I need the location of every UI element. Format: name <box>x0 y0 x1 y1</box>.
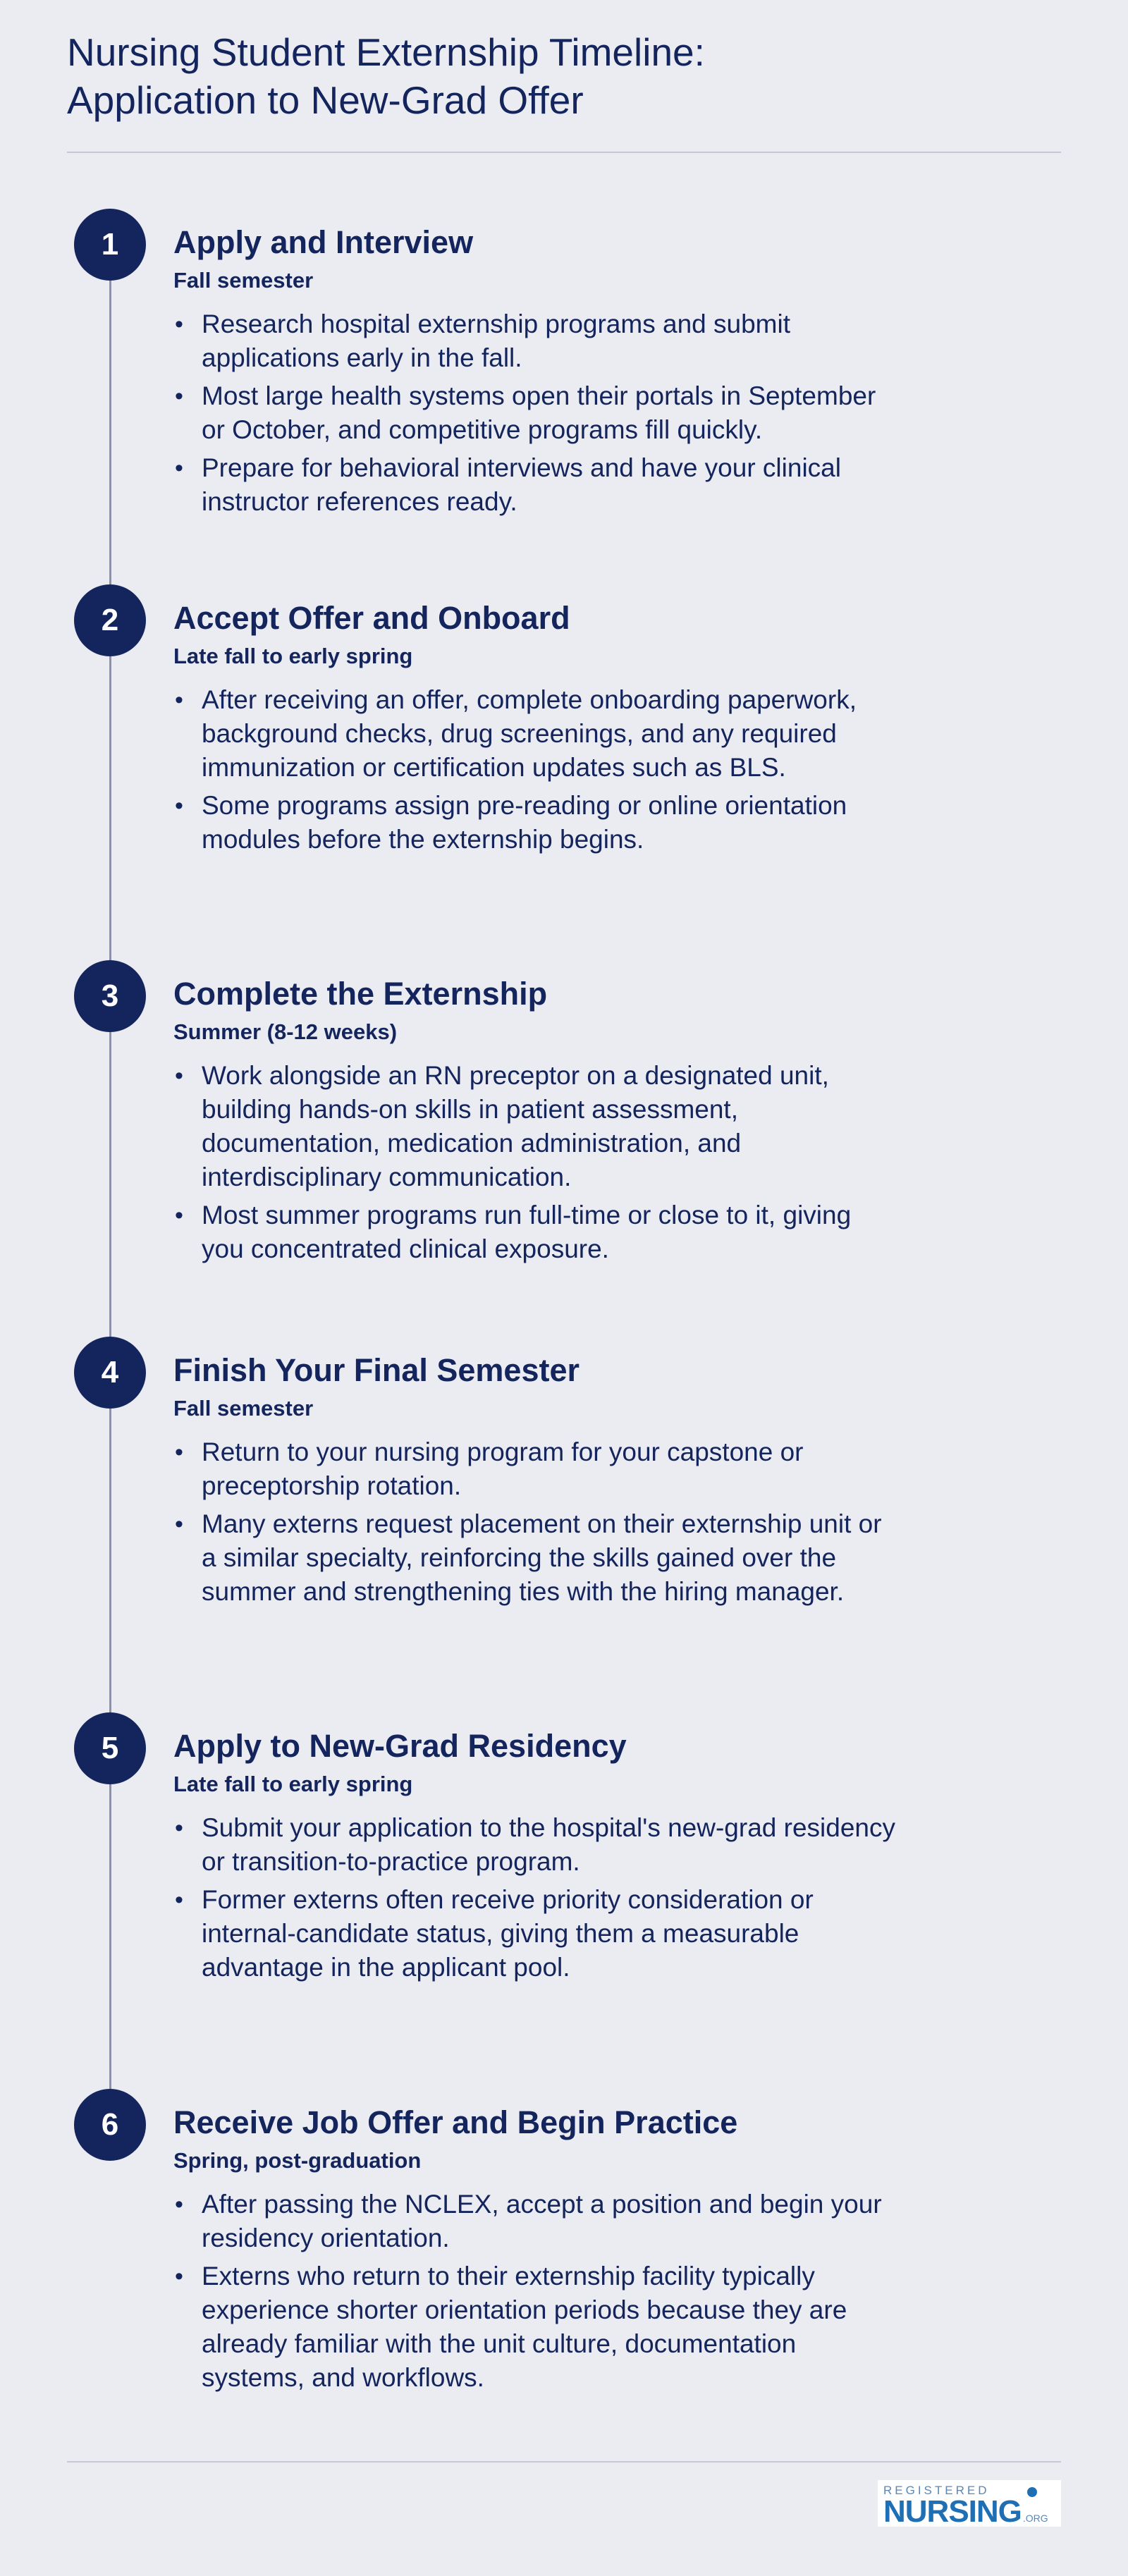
registered-nursing-logo[interactable] <box>878 2480 1061 2527</box>
step-title: Receive Job Offer and Begin Practice <box>173 2104 738 2140</box>
step-number-badge: 4 <box>74 1337 146 1409</box>
step-timing: Fall semester <box>173 268 314 293</box>
logo-suffix: .ORG <box>1022 2513 1048 2524</box>
step-title: Accept Offer and Onboard <box>173 600 570 636</box>
step-title: Complete the Externship <box>173 976 548 1012</box>
list-item: • After receiving an offer, complete onboarding paperwork, background checks, drug screenings, and any required immunization or certification updates such as BLS. <box>173 683 900 785</box>
step-bullet-list <box>173 1435 900 1613</box>
step-number-badge: 5 <box>74 1712 146 1784</box>
list-item: • Externs who return to their externship facility typically experience shorter orientation periods because they are already familiar with the unit culture, documentation systems, and workflows. <box>173 2259 900 2395</box>
logo-main-text: NURSING <box>883 2494 1022 2529</box>
step-timing: Spring, post-graduation <box>173 2148 422 2173</box>
list-item: • Most summer programs run full-time or close to it, giving you concentrated clinical exposure. <box>173 1198 900 1266</box>
bottom-divider <box>67 2461 1061 2462</box>
step-number-badge: 6 <box>74 2089 146 2161</box>
list-item: • Some programs assign pre-reading or online orientation modules before the externship begins. <box>173 789 900 857</box>
nurse-cap-icon <box>1027 2487 1037 2497</box>
step-title: Apply and Interview <box>173 224 474 260</box>
list-item: • Most large health systems open their portals in September or October, and competitive programs fill quickly. <box>173 379 900 447</box>
page-title-line-2: Application to New-Grad Offer <box>67 78 584 122</box>
step-bullet-list <box>173 2188 900 2399</box>
list-item: • Return to your nursing program for your capstone or preceptorship rotation. <box>173 1435 900 1503</box>
step-bullet-list <box>173 1811 900 1989</box>
list-item: • Submit your application to the hospital's new-grad residency or transition-to-practice program. <box>173 1811 900 1879</box>
step-bullet-list <box>173 307 900 523</box>
step-timing: Summer (8-12 weeks) <box>173 1019 398 1044</box>
logo-small-text: REGISTERED <box>883 2484 990 2497</box>
step-number-badge: 3 <box>74 960 146 1032</box>
step-timing: Late fall to early spring <box>173 1772 413 1796</box>
list-item: • Many externs request placement on their externship unit or a similar specialty, reinforcing the skills gained over the summer and strengthening ties with the hiring manager. <box>173 1507 900 1609</box>
step-title: Finish Your Final Semester <box>173 1352 580 1388</box>
step-number-badge: 1 <box>74 209 146 281</box>
step-title: Apply to New-Grad Residency <box>173 1728 627 1764</box>
list-item: • Former externs often receive priority consideration or internal-candidate status, giving them a measurable advantage in the applicant pool. <box>173 1883 900 1985</box>
list-item: • Prepare for behavioral interviews and have your clinical instructor references ready. <box>173 451 900 519</box>
top-divider <box>67 152 1061 153</box>
step-number-badge: 2 <box>74 584 146 656</box>
step-timing: Late fall to early spring <box>173 644 413 668</box>
page-title-line-1: Nursing Student Externship Timeline: <box>67 30 705 74</box>
step-bullet-list <box>173 1059 900 1270</box>
step-timing: Fall semester <box>173 1396 314 1421</box>
list-item: • Work alongside an RN preceptor on a designated unit, building hands-on skills in patient assessment, documentation, medication administration, and interdisciplinary communication. <box>173 1059 900 1194</box>
list-item: • Research hospital externship programs and submit applications early in the fall. <box>173 307 900 375</box>
step-bullet-list <box>173 683 900 861</box>
list-item: • After passing the NCLEX, accept a position and begin your residency orientation. <box>173 2188 900 2255</box>
timeline-line <box>109 243 111 2126</box>
page-title <box>67 28 913 124</box>
